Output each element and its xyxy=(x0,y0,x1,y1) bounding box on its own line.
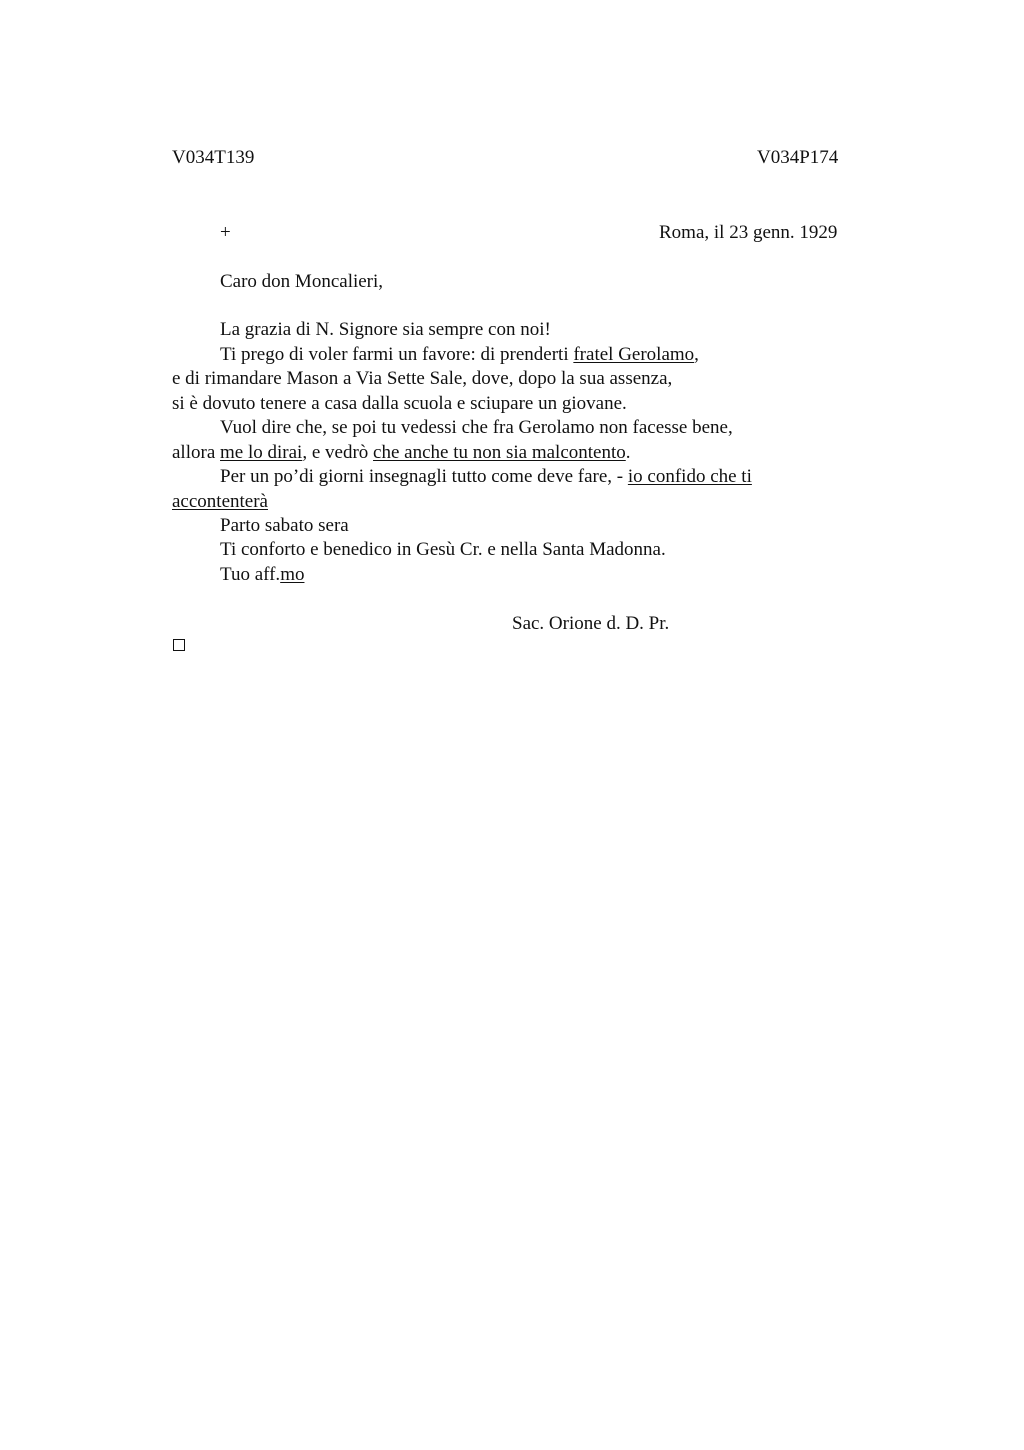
underlined-text: accontenterà xyxy=(172,491,268,512)
document-code-right: V034P174 xyxy=(757,147,839,168)
letter-line-9: Parto sabato sera xyxy=(220,515,349,536)
closing xyxy=(220,563,304,587)
text-segment: Tuo aff. xyxy=(220,564,281,585)
underlined-text: me lo dirai xyxy=(220,442,303,463)
cross-mark: + xyxy=(220,222,231,243)
text-segment: . xyxy=(625,442,631,463)
underlined-text: che anche tu non sia malcontento xyxy=(373,442,626,463)
text-segment: , e vedrò xyxy=(302,442,374,463)
text-segment: , xyxy=(694,344,699,365)
letter-line-5: Vuol dire che, se poi tu vedessi che fra Gerolamo non facesse bene, xyxy=(220,417,733,438)
letter-line-8 xyxy=(172,490,268,514)
underlined-text: mo xyxy=(280,564,305,585)
letter-line-2 xyxy=(220,343,699,367)
place-date: Roma, il 23 genn. 1929 xyxy=(659,222,838,243)
underlined-text: fratel Gerolamo xyxy=(573,344,695,365)
letter-line-4: si è dovuto tenere a casa dalla scuola e sciupare un giovane. xyxy=(172,393,627,414)
letter-line-1: La grazia di N. Signore sia sempre con noi! xyxy=(220,319,551,340)
letter-line-10: Ti conforto e benedico in Gesù Cr. e nella Santa Madonna. xyxy=(220,539,666,560)
letter-line-7 xyxy=(220,465,752,489)
text-segment: allora xyxy=(172,442,221,463)
underlined-text: io confido che ti xyxy=(627,466,752,487)
checkbox-square-icon xyxy=(173,639,185,651)
salutation: Caro don Moncalieri, xyxy=(220,271,384,292)
text-segment: Per un po’di giorni insegnagli tutto come deve fare, - xyxy=(220,466,628,487)
text-segment: Ti prego di voler farmi un favore: di prenderti xyxy=(220,344,574,365)
letter-line-3: e di rimandare Mason a Via Sette Sale, dove, dopo la sua assenza, xyxy=(172,368,673,389)
signature: Sac. Orione d. D. Pr. xyxy=(512,613,670,634)
letter-line-6 xyxy=(172,441,631,465)
document-code-left: V034T139 xyxy=(172,147,255,168)
